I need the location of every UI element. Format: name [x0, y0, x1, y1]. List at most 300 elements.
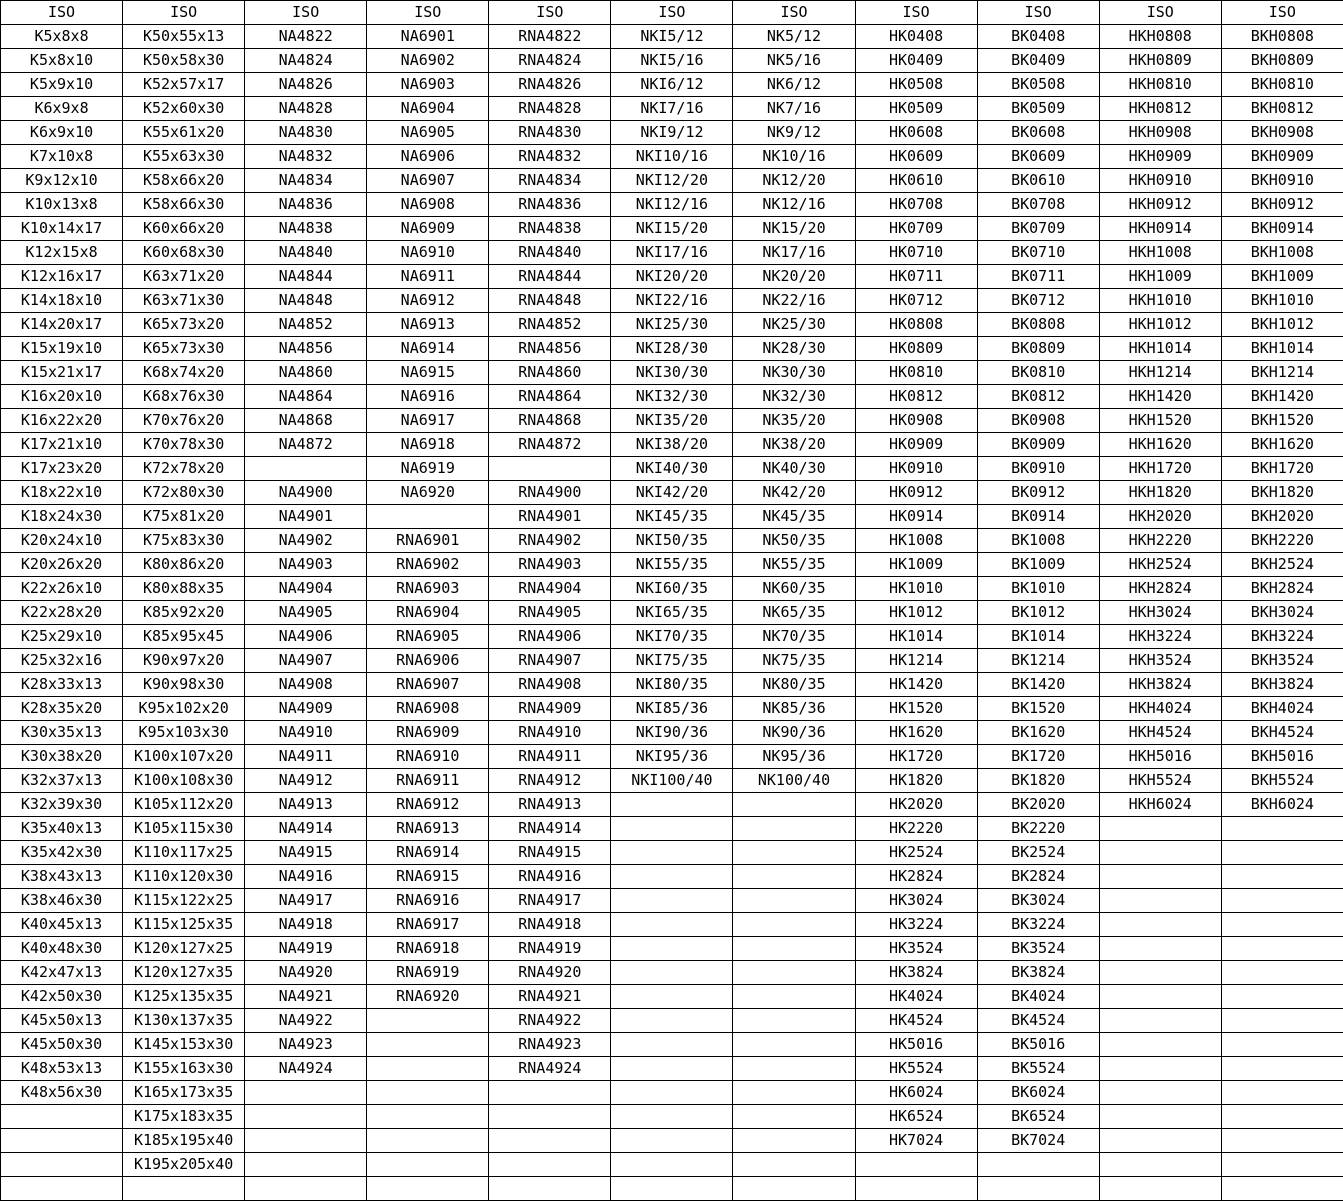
table-cell: NKI9/12	[611, 121, 733, 145]
table-cell: HK0812	[855, 385, 977, 409]
table-cell: HKH1620	[1099, 433, 1221, 457]
table-cell	[733, 1177, 855, 1201]
table-cell	[855, 1153, 977, 1177]
table-cell	[245, 1105, 367, 1129]
table-cell: K32x37x13	[1, 769, 123, 793]
table-cell: K60x68x30	[123, 241, 245, 265]
table-cell: NA6903	[367, 73, 489, 97]
column-header: ISO	[733, 1, 855, 25]
table-cell: BK3024	[977, 889, 1099, 913]
table-cell: BK0712	[977, 289, 1099, 313]
table-cell: BKH0810	[1221, 73, 1343, 97]
table-cell	[611, 889, 733, 913]
table-cell: K5x8x8	[1, 25, 123, 49]
table-cell: NKI20/20	[611, 265, 733, 289]
table-cell	[611, 865, 733, 889]
table-row	[1, 241, 1343, 265]
table-cell: HKH0808	[1099, 25, 1221, 49]
table-cell	[489, 457, 611, 481]
table-cell: NA4903	[245, 553, 367, 577]
table-cell: RNA6920	[367, 985, 489, 1009]
table-cell: RNA6913	[367, 817, 489, 841]
table-row	[1, 1177, 1343, 1201]
table-cell: BK4524	[977, 1009, 1099, 1033]
table-cell: RNA4916	[489, 865, 611, 889]
table-row	[1, 337, 1343, 361]
table-cell: NK22/16	[733, 289, 855, 313]
table-cell: NK50/35	[733, 529, 855, 553]
table-cell	[611, 841, 733, 865]
table-cell: NA4906	[245, 625, 367, 649]
table-cell: RNA4919	[489, 937, 611, 961]
table-cell: K120x127x35	[123, 961, 245, 985]
table-cell	[1, 1177, 123, 1201]
table-cell: NK100/40	[733, 769, 855, 793]
table-cell: NA4905	[245, 601, 367, 625]
table-cell: RNA4914	[489, 817, 611, 841]
table-cell: BK1009	[977, 553, 1099, 577]
table-cell: BKH3024	[1221, 601, 1343, 625]
table-cell: NA4911	[245, 745, 367, 769]
table-cell: NA4904	[245, 577, 367, 601]
table-cell: NK10/16	[733, 145, 855, 169]
table-cell: NK6/12	[733, 73, 855, 97]
table-cell	[733, 1033, 855, 1057]
table-cell: NA6911	[367, 265, 489, 289]
table-cell	[1221, 961, 1343, 985]
table-cell: NA6909	[367, 217, 489, 241]
table-cell	[733, 1129, 855, 1153]
table-cell	[611, 1081, 733, 1105]
table-cell: RNA4872	[489, 433, 611, 457]
table-cell: NKI6/12	[611, 73, 733, 97]
table-cell: NA4900	[245, 481, 367, 505]
table-cell: NA6907	[367, 169, 489, 193]
table-cell: K38x46x30	[1, 889, 123, 913]
table-cell: HKH3024	[1099, 601, 1221, 625]
table-cell	[733, 985, 855, 1009]
table-row	[1, 1105, 1343, 1129]
table-cell: HK0710	[855, 241, 977, 265]
column-header: ISO	[123, 1, 245, 25]
column-header: ISO	[245, 1, 367, 25]
table-cell: NKI50/35	[611, 529, 733, 553]
table-cell: NA4822	[245, 25, 367, 49]
table-cell: K63x71x30	[123, 289, 245, 313]
table-row	[1, 1057, 1343, 1081]
table-cell: BK0509	[977, 97, 1099, 121]
table-cell: NA6913	[367, 313, 489, 337]
table-cell	[489, 1081, 611, 1105]
table-cell: NA4852	[245, 313, 367, 337]
table-cell: NK80/35	[733, 673, 855, 697]
table-cell: HKH4024	[1099, 697, 1221, 721]
table-cell	[1099, 1105, 1221, 1129]
table-cell: K7x10x8	[1, 145, 123, 169]
table-cell: RNA4905	[489, 601, 611, 625]
table-row	[1, 49, 1343, 73]
table-cell: K6x9x10	[1, 121, 123, 145]
table-cell	[1099, 1129, 1221, 1153]
table-cell	[1099, 1177, 1221, 1201]
table-cell: HK0409	[855, 49, 977, 73]
table-cell: HK1820	[855, 769, 977, 793]
table-cell: NKI15/20	[611, 217, 733, 241]
table-cell: BK4024	[977, 985, 1099, 1009]
table-cell: K17x23x20	[1, 457, 123, 481]
header-row	[1, 1, 1343, 25]
table-row	[1, 433, 1343, 457]
table-cell: K68x76x30	[123, 385, 245, 409]
table-cell	[611, 1009, 733, 1033]
table-cell: RNA4923	[489, 1033, 611, 1057]
table-cell: NKI42/20	[611, 481, 733, 505]
table-cell: HKH1720	[1099, 457, 1221, 481]
table-cell: K17x21x10	[1, 433, 123, 457]
table-cell: RNA4921	[489, 985, 611, 1009]
table-cell: K175x183x35	[123, 1105, 245, 1129]
column-header: ISO	[1099, 1, 1221, 25]
table-cell: NA4913	[245, 793, 367, 817]
table-cell	[1221, 913, 1343, 937]
table-cell	[489, 1105, 611, 1129]
table-cell: RNA6908	[367, 697, 489, 721]
table-cell: BKH2220	[1221, 529, 1343, 553]
table-cell: BK1820	[977, 769, 1099, 793]
table-cell: NK7/16	[733, 97, 855, 121]
table-cell: BKH1720	[1221, 457, 1343, 481]
table-cell: HK3024	[855, 889, 977, 913]
table-cell: HK7024	[855, 1129, 977, 1153]
table-cell: HK3524	[855, 937, 977, 961]
table-cell: NKI75/35	[611, 649, 733, 673]
table-row	[1, 169, 1343, 193]
table-cell: HKH3224	[1099, 625, 1221, 649]
table-cell	[489, 1153, 611, 1177]
table-cell: RNA4915	[489, 841, 611, 865]
table-cell: NK15/20	[733, 217, 855, 241]
table-cell: HKH0910	[1099, 169, 1221, 193]
table-cell: K32x39x30	[1, 793, 123, 817]
table-cell	[1099, 1081, 1221, 1105]
table-cell: K63x71x20	[123, 265, 245, 289]
table-cell: K80x88x35	[123, 577, 245, 601]
table-cell: NA6908	[367, 193, 489, 217]
table-cell: K75x81x20	[123, 505, 245, 529]
table-cell: BK0909	[977, 433, 1099, 457]
table-cell: NK40/30	[733, 457, 855, 481]
table-row	[1, 1009, 1343, 1033]
table-cell: BK0708	[977, 193, 1099, 217]
table-cell	[733, 889, 855, 913]
table-cell: K155x163x30	[123, 1057, 245, 1081]
table-cell: NK32/30	[733, 385, 855, 409]
table-cell	[611, 961, 733, 985]
table-cell: NK45/35	[733, 505, 855, 529]
table-cell	[367, 1057, 489, 1081]
table-cell: K72x80x30	[123, 481, 245, 505]
table-row	[1, 985, 1343, 1009]
table-cell: NA4924	[245, 1057, 367, 1081]
table-cell: NKI65/35	[611, 601, 733, 625]
table-cell: BKH1820	[1221, 481, 1343, 505]
table-cell	[367, 1009, 489, 1033]
table-cell: K16x22x20	[1, 409, 123, 433]
table-cell: NK30/30	[733, 361, 855, 385]
table-cell: NKI95/36	[611, 745, 733, 769]
table-cell: RNA4834	[489, 169, 611, 193]
table-cell: BK0408	[977, 25, 1099, 49]
table-cell: HK0808	[855, 313, 977, 337]
table-cell: HK0910	[855, 457, 977, 481]
table-cell: BKH0809	[1221, 49, 1343, 73]
table-cell: K125x135x35	[123, 985, 245, 1009]
table-cell: HKH1014	[1099, 337, 1221, 361]
table-cell	[1, 1105, 123, 1129]
table-cell	[977, 1153, 1099, 1177]
table-cell: K195x205x40	[123, 1153, 245, 1177]
column-header: ISO	[977, 1, 1099, 25]
table-cell: RNA4913	[489, 793, 611, 817]
table-cell: NK17/16	[733, 241, 855, 265]
column-header: ISO	[611, 1, 733, 25]
table-cell	[733, 1009, 855, 1033]
table-cell: BKH3524	[1221, 649, 1343, 673]
column-header: ISO	[1221, 1, 1343, 25]
table-cell: NA6910	[367, 241, 489, 265]
table-cell: K30x38x20	[1, 745, 123, 769]
table-cell: RNA4840	[489, 241, 611, 265]
table-cell: HKH3524	[1099, 649, 1221, 673]
table-cell	[367, 1105, 489, 1129]
table-cell: NKI32/30	[611, 385, 733, 409]
table-cell: RNA4909	[489, 697, 611, 721]
table-cell: RNA4830	[489, 121, 611, 145]
table-header	[1, 1, 1343, 25]
table-cell: K105x112x20	[123, 793, 245, 817]
table-cell	[367, 1081, 489, 1105]
table-cell: RNA6904	[367, 601, 489, 625]
column-header: ISO	[367, 1, 489, 25]
table-cell: NA4910	[245, 721, 367, 745]
table-cell: NKI60/35	[611, 577, 733, 601]
table-cell: K9x12x10	[1, 169, 123, 193]
table-cell: NA4836	[245, 193, 367, 217]
table-cell: BKH0910	[1221, 169, 1343, 193]
table-cell: HKH0914	[1099, 217, 1221, 241]
table-cell: NK5/16	[733, 49, 855, 73]
table-cell: BK0808	[977, 313, 1099, 337]
column-header: ISO	[489, 1, 611, 25]
table-row	[1, 121, 1343, 145]
table-cell: K45x50x13	[1, 1009, 123, 1033]
table-cell: RNA6910	[367, 745, 489, 769]
table-cell	[1099, 817, 1221, 841]
table-row	[1, 385, 1343, 409]
table-cell: NKI70/35	[611, 625, 733, 649]
table-cell: BK6024	[977, 1081, 1099, 1105]
table-row	[1, 817, 1343, 841]
table-cell: RNA4836	[489, 193, 611, 217]
table-cell: K58x66x30	[123, 193, 245, 217]
table-cell	[1221, 865, 1343, 889]
table-cell: NKI55/35	[611, 553, 733, 577]
table-cell: HKH1214	[1099, 361, 1221, 385]
table-cell: NA4914	[245, 817, 367, 841]
table-cell: HK0711	[855, 265, 977, 289]
table-cell: K40x45x13	[1, 913, 123, 937]
table-cell: HKH0912	[1099, 193, 1221, 217]
table-cell: RNA4860	[489, 361, 611, 385]
table-cell	[611, 1177, 733, 1201]
table-cell: HK0608	[855, 121, 977, 145]
table-cell: HK3224	[855, 913, 977, 937]
table-row	[1, 577, 1343, 601]
table-cell: HKH0812	[1099, 97, 1221, 121]
table-cell: RNA4908	[489, 673, 611, 697]
table-cell: NA6912	[367, 289, 489, 313]
table-cell: RNA6901	[367, 529, 489, 553]
table-cell: RNA6919	[367, 961, 489, 985]
table-cell: NA4901	[245, 505, 367, 529]
table-cell	[611, 817, 733, 841]
table-cell: K5x8x10	[1, 49, 123, 73]
table-cell	[1221, 1033, 1343, 1057]
table-cell: HK0509	[855, 97, 977, 121]
table-cell: RNA6914	[367, 841, 489, 865]
table-cell: HK6524	[855, 1105, 977, 1129]
table-cell: HKH4524	[1099, 721, 1221, 745]
table-cell: BK2220	[977, 817, 1099, 841]
table-cell: NA6901	[367, 25, 489, 49]
table-cell: NK38/20	[733, 433, 855, 457]
table-cell: NA4840	[245, 241, 367, 265]
table-cell: HK1214	[855, 649, 977, 673]
table-cell: NA4830	[245, 121, 367, 145]
table-row	[1, 913, 1343, 937]
table-cell: K85x92x20	[123, 601, 245, 625]
table-cell: HK0912	[855, 481, 977, 505]
table-cell: NA4915	[245, 841, 367, 865]
table-cell	[733, 913, 855, 937]
table-row	[1, 673, 1343, 697]
table-cell: BK0709	[977, 217, 1099, 241]
table-cell: K185x195x40	[123, 1129, 245, 1153]
table-cell: K20x24x10	[1, 529, 123, 553]
table-cell: BKH1520	[1221, 409, 1343, 433]
table-cell	[611, 793, 733, 817]
column-header: ISO	[855, 1, 977, 25]
table-cell: BKH1214	[1221, 361, 1343, 385]
table-cell: K25x32x16	[1, 649, 123, 673]
table-cell: RNA4848	[489, 289, 611, 313]
table-row	[1, 265, 1343, 289]
table-row	[1, 625, 1343, 649]
table-cell: NA4918	[245, 913, 367, 937]
table-cell: BK1520	[977, 697, 1099, 721]
table-cell: NA4907	[245, 649, 367, 673]
table-cell: BKH1620	[1221, 433, 1343, 457]
table-row	[1, 889, 1343, 913]
table-row	[1, 793, 1343, 817]
table-cell: BK1214	[977, 649, 1099, 673]
table-cell: NA6919	[367, 457, 489, 481]
table-cell: HKH1009	[1099, 265, 1221, 289]
table-cell: NK12/20	[733, 169, 855, 193]
table-cell: K95x102x20	[123, 697, 245, 721]
table-cell: BKH3224	[1221, 625, 1343, 649]
table-cell: K95x103x30	[123, 721, 245, 745]
table-cell: K50x58x30	[123, 49, 245, 73]
table-cell: NKI5/12	[611, 25, 733, 49]
table-cell: RNA4920	[489, 961, 611, 985]
table-cell: K68x74x20	[123, 361, 245, 385]
table-cell: NA6906	[367, 145, 489, 169]
table-cell: RNA6918	[367, 937, 489, 961]
table-cell	[1099, 841, 1221, 865]
table-cell: NKI10/16	[611, 145, 733, 169]
table-cell: RNA4838	[489, 217, 611, 241]
table-cell: HK5016	[855, 1033, 977, 1057]
table-cell: K35x40x13	[1, 817, 123, 841]
table-cell: HK0914	[855, 505, 977, 529]
table-cell: NK20/20	[733, 265, 855, 289]
table-row	[1, 553, 1343, 577]
table-cell: HK2220	[855, 817, 977, 841]
table-cell: BKH4024	[1221, 697, 1343, 721]
table-cell: NKI28/30	[611, 337, 733, 361]
table-cell: RNA4903	[489, 553, 611, 577]
table-row	[1, 457, 1343, 481]
table-cell	[1, 1129, 123, 1153]
table-cell: BKH6024	[1221, 793, 1343, 817]
table-cell	[733, 841, 855, 865]
table-cell: K55x61x20	[123, 121, 245, 145]
table-cell: BK3824	[977, 961, 1099, 985]
table-cell: HKH1012	[1099, 313, 1221, 337]
table-cell: NK35/20	[733, 409, 855, 433]
table-cell: NA6916	[367, 385, 489, 409]
table-row	[1, 217, 1343, 241]
table-cell: HK1420	[855, 673, 977, 697]
table-cell	[733, 1057, 855, 1081]
table-cell: RNA6909	[367, 721, 489, 745]
table-cell: NA4826	[245, 73, 367, 97]
table-row	[1, 649, 1343, 673]
table-cell: HK0809	[855, 337, 977, 361]
table-cell: HK0609	[855, 145, 977, 169]
table-cell	[245, 1129, 367, 1153]
table-cell: K105x115x30	[123, 817, 245, 841]
table-cell: HKH3824	[1099, 673, 1221, 697]
table-cell: NKI85/36	[611, 697, 733, 721]
table-cell: K12x15x8	[1, 241, 123, 265]
table-cell: K18x22x10	[1, 481, 123, 505]
table-cell: BK0610	[977, 169, 1099, 193]
table-cell	[611, 1129, 733, 1153]
table-cell: RNA4824	[489, 49, 611, 73]
table-cell: NA4872	[245, 433, 367, 457]
table-cell	[855, 1177, 977, 1201]
table-cell: K70x78x30	[123, 433, 245, 457]
table-cell	[1099, 1009, 1221, 1033]
table-row	[1, 289, 1343, 313]
table-cell: BKH1012	[1221, 313, 1343, 337]
table-cell: NKI22/16	[611, 289, 733, 313]
table-cell: HK1009	[855, 553, 977, 577]
table-cell: K10x13x8	[1, 193, 123, 217]
table-cell: K40x48x30	[1, 937, 123, 961]
